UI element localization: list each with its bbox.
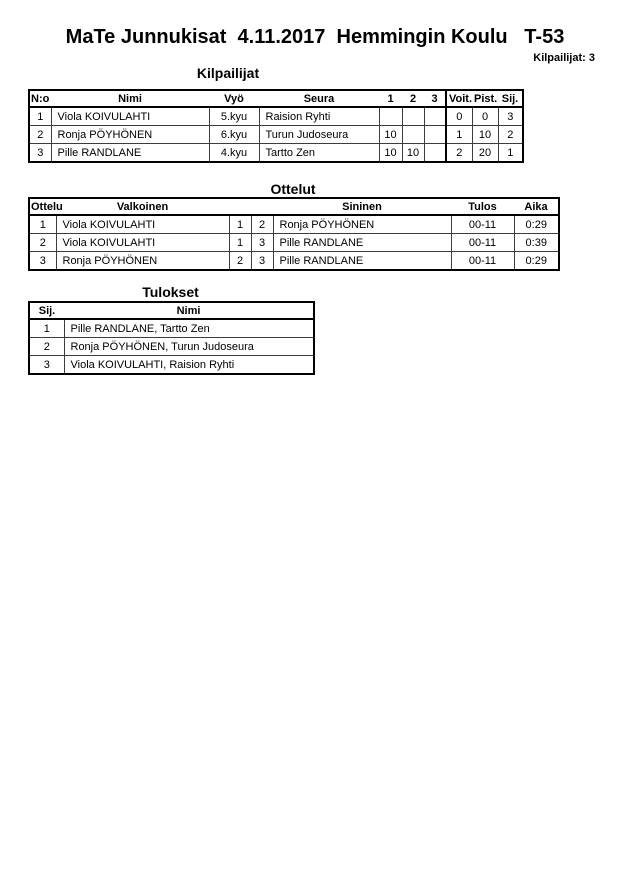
cell-sininen: Pille RANDLANE [273, 252, 451, 271]
cell-voit: 1 [446, 126, 472, 144]
cell-round2 [402, 107, 424, 126]
cell-tulos: 00-11 [451, 252, 514, 271]
col-header-round1: 1 [379, 90, 402, 107]
cell-sininen: Pille RANDLANE [273, 234, 451, 252]
cell-nimi: Ronja PÖYHÖNEN, Turun Judoseura [64, 338, 314, 356]
cell-sij: 2 [498, 126, 523, 144]
col-header-ottelu: Ottelu [29, 198, 56, 215]
table-row [29, 319, 314, 338]
cell-blue-number: 3 [251, 234, 273, 252]
cell-sij: 3 [29, 356, 64, 375]
table-row [29, 234, 559, 252]
cell-vyo: 5.kyu [209, 107, 259, 126]
col-header-nimi: Nimi [51, 90, 209, 107]
table-row [29, 107, 523, 126]
cell-voit: 0 [446, 107, 472, 126]
cell-round3 [424, 107, 446, 126]
table-header-row [29, 198, 559, 215]
cell-pist: 10 [472, 126, 498, 144]
results-table [28, 301, 315, 375]
cell-sij: 2 [29, 338, 64, 356]
cell-nimi: Ronja PÖYHÖNEN [51, 126, 209, 144]
col-header-round2: 2 [402, 90, 424, 107]
section-heading-ottelut: Ottelut [270, 181, 316, 197]
competitors-count: Kilpailijat: 3 [533, 52, 595, 64]
col-header-sij: Sij. [498, 90, 523, 107]
cell-match-no: 2 [29, 234, 56, 252]
cell-aika: 0:29 [514, 252, 559, 271]
col-header-white-number [229, 198, 251, 215]
competitors-table [28, 89, 524, 163]
cell-no: 1 [29, 107, 51, 126]
cell-nimi: Viola KOIVULAHTI [51, 107, 209, 126]
cell-sij: 1 [498, 144, 523, 163]
col-header-valkoinen: Valkoinen [56, 198, 229, 215]
cell-voit: 2 [446, 144, 472, 163]
table-header-row [29, 90, 523, 107]
col-header-voit: Voit. [446, 90, 472, 107]
table-row [29, 356, 314, 375]
table-row [29, 252, 559, 271]
cell-round3 [424, 126, 446, 144]
cell-sininen: Ronja PÖYHÖNEN [273, 215, 451, 234]
matches-table [28, 197, 560, 271]
table-row [29, 126, 523, 144]
cell-vyo: 6.kyu [209, 126, 259, 144]
col-header-sininen: Sininen [273, 198, 451, 215]
cell-round2: 10 [402, 144, 424, 163]
cell-tulos: 00-11 [451, 215, 514, 234]
col-header-seura: Seura [259, 90, 379, 107]
table-row [29, 338, 314, 356]
cell-round3 [424, 144, 446, 163]
col-header-aika: Aika [514, 198, 559, 215]
cell-valkoinen: Ronja PÖYHÖNEN [56, 252, 229, 271]
cell-valkoinen: Viola KOIVULAHTI [56, 215, 229, 234]
cell-white-number: 1 [229, 234, 251, 252]
cell-nimi: Pille RANDLANE [51, 144, 209, 163]
cell-no: 3 [29, 144, 51, 163]
cell-match-no: 1 [29, 215, 56, 234]
cell-aika: 0:39 [514, 234, 559, 252]
cell-vyo: 4.kyu [209, 144, 259, 163]
cell-tulos: 00-11 [451, 234, 514, 252]
col-header-no: N:o [29, 90, 51, 107]
cell-round1: 10 [379, 144, 402, 163]
cell-aika: 0:29 [514, 215, 559, 234]
col-header-nimi: Nimi [64, 302, 314, 319]
cell-round2 [402, 126, 424, 144]
col-header-round3: 3 [424, 90, 446, 107]
col-header-blue-number [251, 198, 273, 215]
cell-pist: 0 [472, 107, 498, 126]
table-header-row [29, 302, 314, 319]
cell-valkoinen: Viola KOIVULAHTI [56, 234, 229, 252]
col-header-tulos: Tulos [451, 198, 514, 215]
cell-no: 2 [29, 126, 51, 144]
cell-blue-number: 3 [251, 252, 273, 271]
cell-round1 [379, 107, 402, 126]
section-heading-tulokset: Tulokset [142, 284, 199, 300]
cell-nimi: Viola KOIVULAHTI, Raision Ryhti [64, 356, 314, 375]
cell-seura: Tartto Zen [259, 144, 379, 163]
cell-seura: Turun Judoseura [259, 126, 379, 144]
cell-pist: 20 [472, 144, 498, 163]
cell-match-no: 3 [29, 252, 56, 271]
table-row [29, 144, 523, 163]
section-heading-kilpailijat: Kilpailijat [196, 65, 260, 81]
table-row [29, 215, 559, 234]
cell-white-number: 1 [229, 215, 251, 234]
cell-white-number: 2 [229, 252, 251, 271]
cell-sij: 1 [29, 319, 64, 338]
col-header-sij: Sij. [29, 302, 64, 319]
page-title: MaTe Junnukisat 4.11.2017 Hemmingin Koulu T-53 [65, 26, 565, 48]
cell-blue-number: 2 [251, 215, 273, 234]
cell-seura: Raision Ryhti [259, 107, 379, 126]
col-header-pist: Pist. [472, 90, 498, 107]
cell-sij: 3 [498, 107, 523, 126]
cell-round1: 10 [379, 126, 402, 144]
cell-nimi: Pille RANDLANE, Tartto Zen [64, 319, 314, 338]
col-header-vyo: Vyö [209, 90, 259, 107]
